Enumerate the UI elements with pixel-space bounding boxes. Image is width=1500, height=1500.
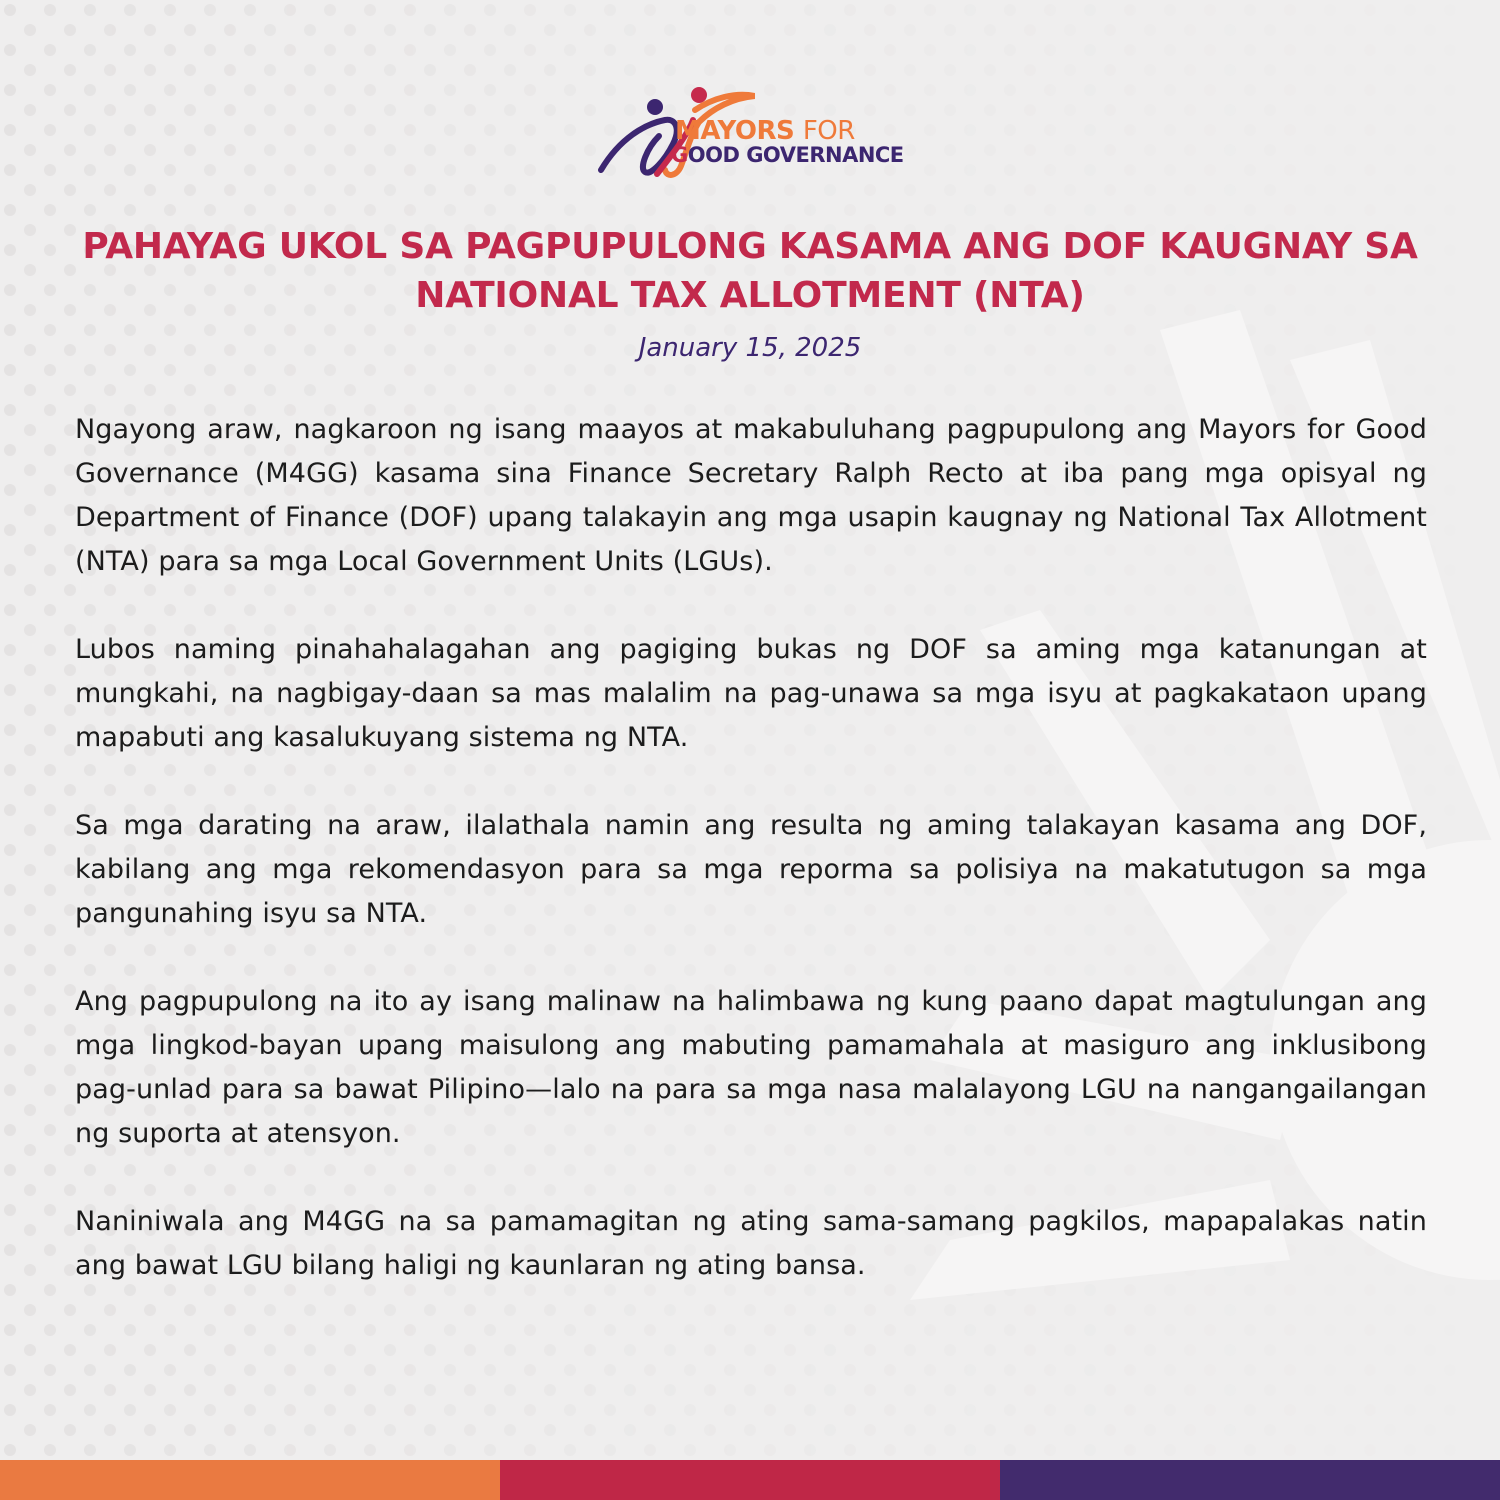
footer-bar-orange: [0, 1460, 500, 1500]
body-paragraph: Lubos naming pinahahalagahan ang pagiging bukas ng DOF sa aming mga katanungan at mungkahi, na nagbigay-daan sa mas malalim na pag-unawa sa mga isyu at pagkakataon upang mapabuti ang kasalukuyang sistema ng NTA.: [75, 634, 1427, 753]
body-paragraph: Ngayong araw, nagkaroon ng isang maayos at makabuluhang pagpupulong ang Mayors for Good Governance (M4GG) kasama sina Finance Secretary Ralph Recto at iba pang mga opisyal ng Department of Finance (DOF) upang talakayin ang mga usapin kaugnay ng National Tax Allotment (NTA) para sa mga Local Government Units (LGUs).: [75, 414, 1427, 577]
footer-bar-red: [500, 1460, 1000, 1500]
body-paragraph: Ang pagpupulong na ito ay isang malinaw na halimbawa ng kung paano dapat magtulungan ang mga lingkod-bayan upang maisulong ang mabuting pamamahala at masiguro ang inklusibong pag-unlad para sa bawat Pilipino—lalo na para sa mga nasa malalayong LGU na nangangailangan ng suporta at atensyon.: [75, 986, 1427, 1149]
logo-mayors-text: MAYORS: [675, 116, 795, 146]
footer-bar-purple: [1000, 1460, 1500, 1500]
m4gg-logo: [595, 86, 905, 182]
body-paragraph: Naniniwala ang M4GG na sa pamamagitan ng ating sama-samang pagkilos, mapapalakas natin ang bawat LGU bilang haligi ng kaunlaran ng ating bansa.: [75, 1206, 1427, 1281]
logo-good-governance-text: OOD GOVERNANCE: [687, 143, 904, 167]
logo-g-letter: G: [671, 143, 688, 167]
body-paragraph: Sa mga darating na araw, ilalathala namin ang resulta ng aming talakayan kasama ang DOF, kabilang ang mga rekomendasyon para sa mga reporma sa polisiya na makatutugon sa mga pangunahing isyu sa NTA.: [75, 810, 1427, 929]
logo-line-good-governance: [671, 145, 904, 166]
statement-body: [75, 408, 1427, 1332]
statement-title: PAHAYAG UKOL SA PAGPUPULONG KASAMA ANG DOF KAUGNAY SA NATIONAL TAX ALLOTMENT (NTA): [82, 226, 1418, 316]
logo-wordmark: [671, 116, 904, 167]
logo-for-text: FOR: [802, 116, 855, 146]
statement-date: January 15, 2025: [638, 333, 862, 363]
logo-line-mayors-for: [675, 118, 904, 144]
